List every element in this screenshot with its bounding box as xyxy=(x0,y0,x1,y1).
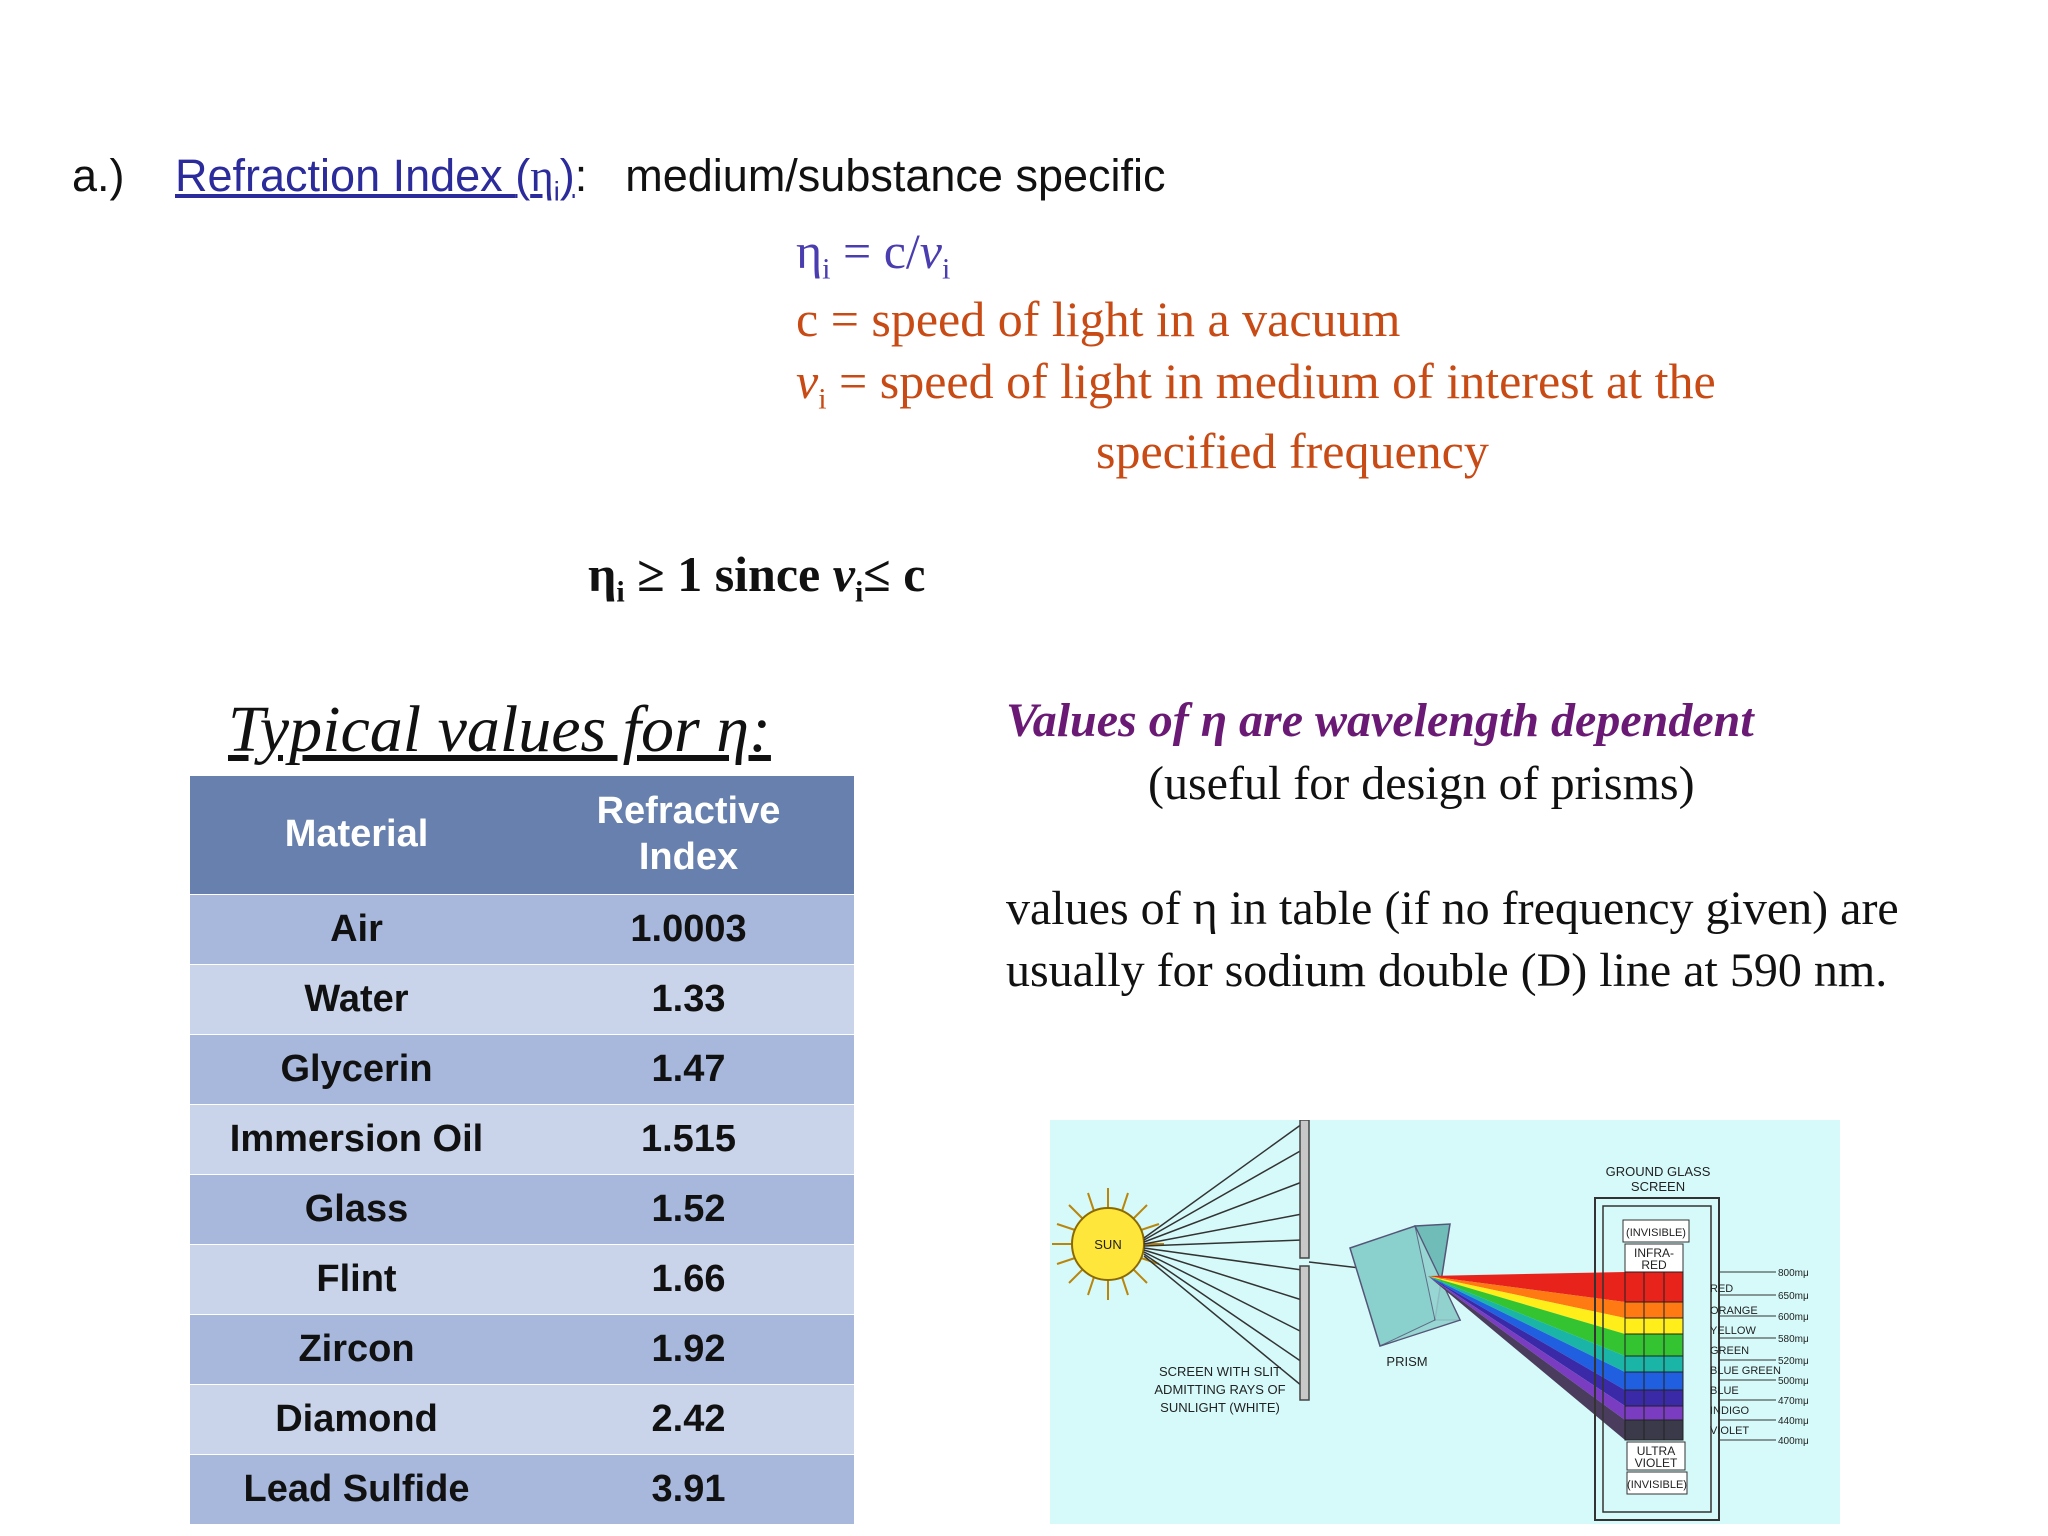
cell-material: Water xyxy=(190,965,523,1035)
ineq-v: v xyxy=(832,546,855,602)
ineq-tail: ≤ c xyxy=(863,546,926,602)
header-refractive-index xyxy=(523,776,854,895)
color-label-yellow: YELLOW xyxy=(1710,1325,1756,1337)
cell-index: 1.515 xyxy=(523,1105,854,1175)
wavelength-label-800: 800mμ xyxy=(1778,1268,1809,1279)
color-label-red: RED xyxy=(1710,1283,1734,1295)
ground-glass-label-line2: SCREEN xyxy=(1630,1179,1686,1194)
cell-index: 1.66 xyxy=(523,1245,854,1315)
color-label-indigo: INDIGO xyxy=(1710,1405,1750,1417)
refraction-index-link[interactable]: Refraction Index $(\eta_i)$ xyxy=(175,150,575,207)
cell-index: 1.92 xyxy=(523,1315,854,1385)
wavelength-label-650: 650mμ xyxy=(1778,1291,1809,1302)
screen-label-line3: SUNLIGHT (WHITE) xyxy=(1160,1400,1280,1415)
link-eta-sub: i xyxy=(553,176,560,207)
color-label-green: GREEN xyxy=(1710,1345,1750,1357)
ineq-v-sub: i xyxy=(854,575,864,609)
cell-material: Glass xyxy=(190,1175,523,1245)
ineq-middle: ≥ 1 since xyxy=(624,546,833,602)
cell-material: Immersion Oil xyxy=(190,1105,523,1175)
infra-red-label-line2: RED xyxy=(1641,1258,1667,1272)
ground-glass-label-line1: GROUND GLASS xyxy=(1605,1164,1711,1179)
prism-label: PRISM xyxy=(1386,1354,1428,1369)
infra-red-label-line1: INFRA- xyxy=(1634,1246,1674,1260)
table-row xyxy=(190,1035,854,1105)
wavelength-label-600: 600mμ xyxy=(1778,1312,1809,1323)
wavelength-label-470: 470mμ xyxy=(1778,1396,1809,1407)
color-label-orange: ORANGE xyxy=(1710,1305,1758,1317)
link-text: Refraction Index xyxy=(175,150,516,201)
cell-index: 1.0003 xyxy=(523,895,854,965)
ultra-violet-label-line1: ULTRA xyxy=(1636,1444,1676,1458)
cell-material: Flint xyxy=(190,1245,523,1315)
cell-material: Diamond xyxy=(190,1385,523,1455)
sun-label: SUN xyxy=(1094,1237,1122,1252)
table-row xyxy=(190,965,854,1035)
eq-eta: η xyxy=(796,223,823,279)
cell-index: 1.33 xyxy=(523,965,854,1035)
screen-color-bands xyxy=(1625,1272,1683,1440)
ineq-eta-sub: i xyxy=(616,575,625,609)
table-row xyxy=(190,1455,854,1525)
invisible-bottom-label: (INVISIBLE) xyxy=(1627,1479,1687,1491)
table-row xyxy=(190,1175,854,1245)
v-sub: i xyxy=(818,382,827,416)
heading-description: medium/substance specific xyxy=(625,150,1166,201)
eq-v: v xyxy=(919,223,942,279)
refractive-index-table xyxy=(190,776,854,1524)
wavelength-title: Values of η are wavelength dependent xyxy=(1006,694,1754,747)
section-label: a.) xyxy=(72,150,125,201)
cell-material: Lead Sulfide xyxy=(190,1455,523,1525)
eq-v-sub: i xyxy=(942,252,951,286)
sodium-d-line-note: values of η in table (if no frequency given) are usually for sodium double (D) line at 590 nm. xyxy=(1006,882,1899,997)
eq-mid: = c/ xyxy=(830,223,920,279)
formula-v-definition-cont: specified frequency xyxy=(1096,423,1489,479)
v-definition-text: = speed of light in medium of interest at the xyxy=(826,353,1716,409)
table-row xyxy=(190,1245,854,1315)
prism-diagram xyxy=(1050,1120,1840,1524)
formula-v-definition xyxy=(796,352,1716,416)
wavelength-subtitle: (useful for design of prisms) xyxy=(1148,757,1695,810)
cell-material: Air xyxy=(190,895,523,965)
section-heading: a.) Refraction Index $(\eta_i)$: medium/substance specific xyxy=(72,150,1166,207)
table-header-row xyxy=(190,776,854,895)
wavelength-label-500: 500mμ xyxy=(1778,1376,1809,1387)
table-row xyxy=(190,1315,854,1385)
inequality xyxy=(588,545,926,609)
table-title: Typical values for η: xyxy=(228,693,771,766)
cell-material: Zircon xyxy=(190,1315,523,1385)
wavelength-label-520: 520mμ xyxy=(1778,1356,1809,1367)
color-label-blue-green: BLUE GREEN xyxy=(1710,1365,1781,1377)
color-label-violet: VIOLET xyxy=(1710,1425,1750,1437)
v-symbol: v xyxy=(796,353,819,409)
table-row xyxy=(190,895,854,965)
header-material: Material xyxy=(190,776,523,895)
link-eta-symbol: η xyxy=(530,151,554,201)
cell-index: 1.47 xyxy=(523,1035,854,1105)
wavelength-label-440: 440mμ xyxy=(1778,1416,1809,1427)
cell-index: 3.91 xyxy=(523,1455,854,1525)
invisible-top-label: (INVISIBLE) xyxy=(1626,1227,1686,1239)
header-refractive-index-text: Refractive Index xyxy=(596,790,781,878)
formula-equation xyxy=(796,222,951,286)
ineq-eta: η xyxy=(588,546,617,602)
eq-eta-sub: i xyxy=(822,252,831,286)
screen-label-line2: ADMITTING RAYS OF xyxy=(1154,1382,1286,1397)
wavelength-label-580: 580mμ xyxy=(1778,1334,1809,1345)
cell-index: 2.42 xyxy=(523,1385,854,1455)
screen-label-line1: SCREEN WITH SLIT xyxy=(1158,1364,1282,1379)
ultra-violet-label-line2: VIOLET xyxy=(1634,1456,1678,1470)
table-row xyxy=(190,1105,854,1175)
wavelength-label-400: 400mμ xyxy=(1778,1436,1809,1447)
color-label-blue: BLUE xyxy=(1710,1385,1739,1397)
cell-index: 1.52 xyxy=(523,1175,854,1245)
formula-c-definition: c = speed of light in a vacuum xyxy=(796,291,1401,347)
cell-material: Glycerin xyxy=(190,1035,523,1105)
table-row xyxy=(190,1385,854,1455)
